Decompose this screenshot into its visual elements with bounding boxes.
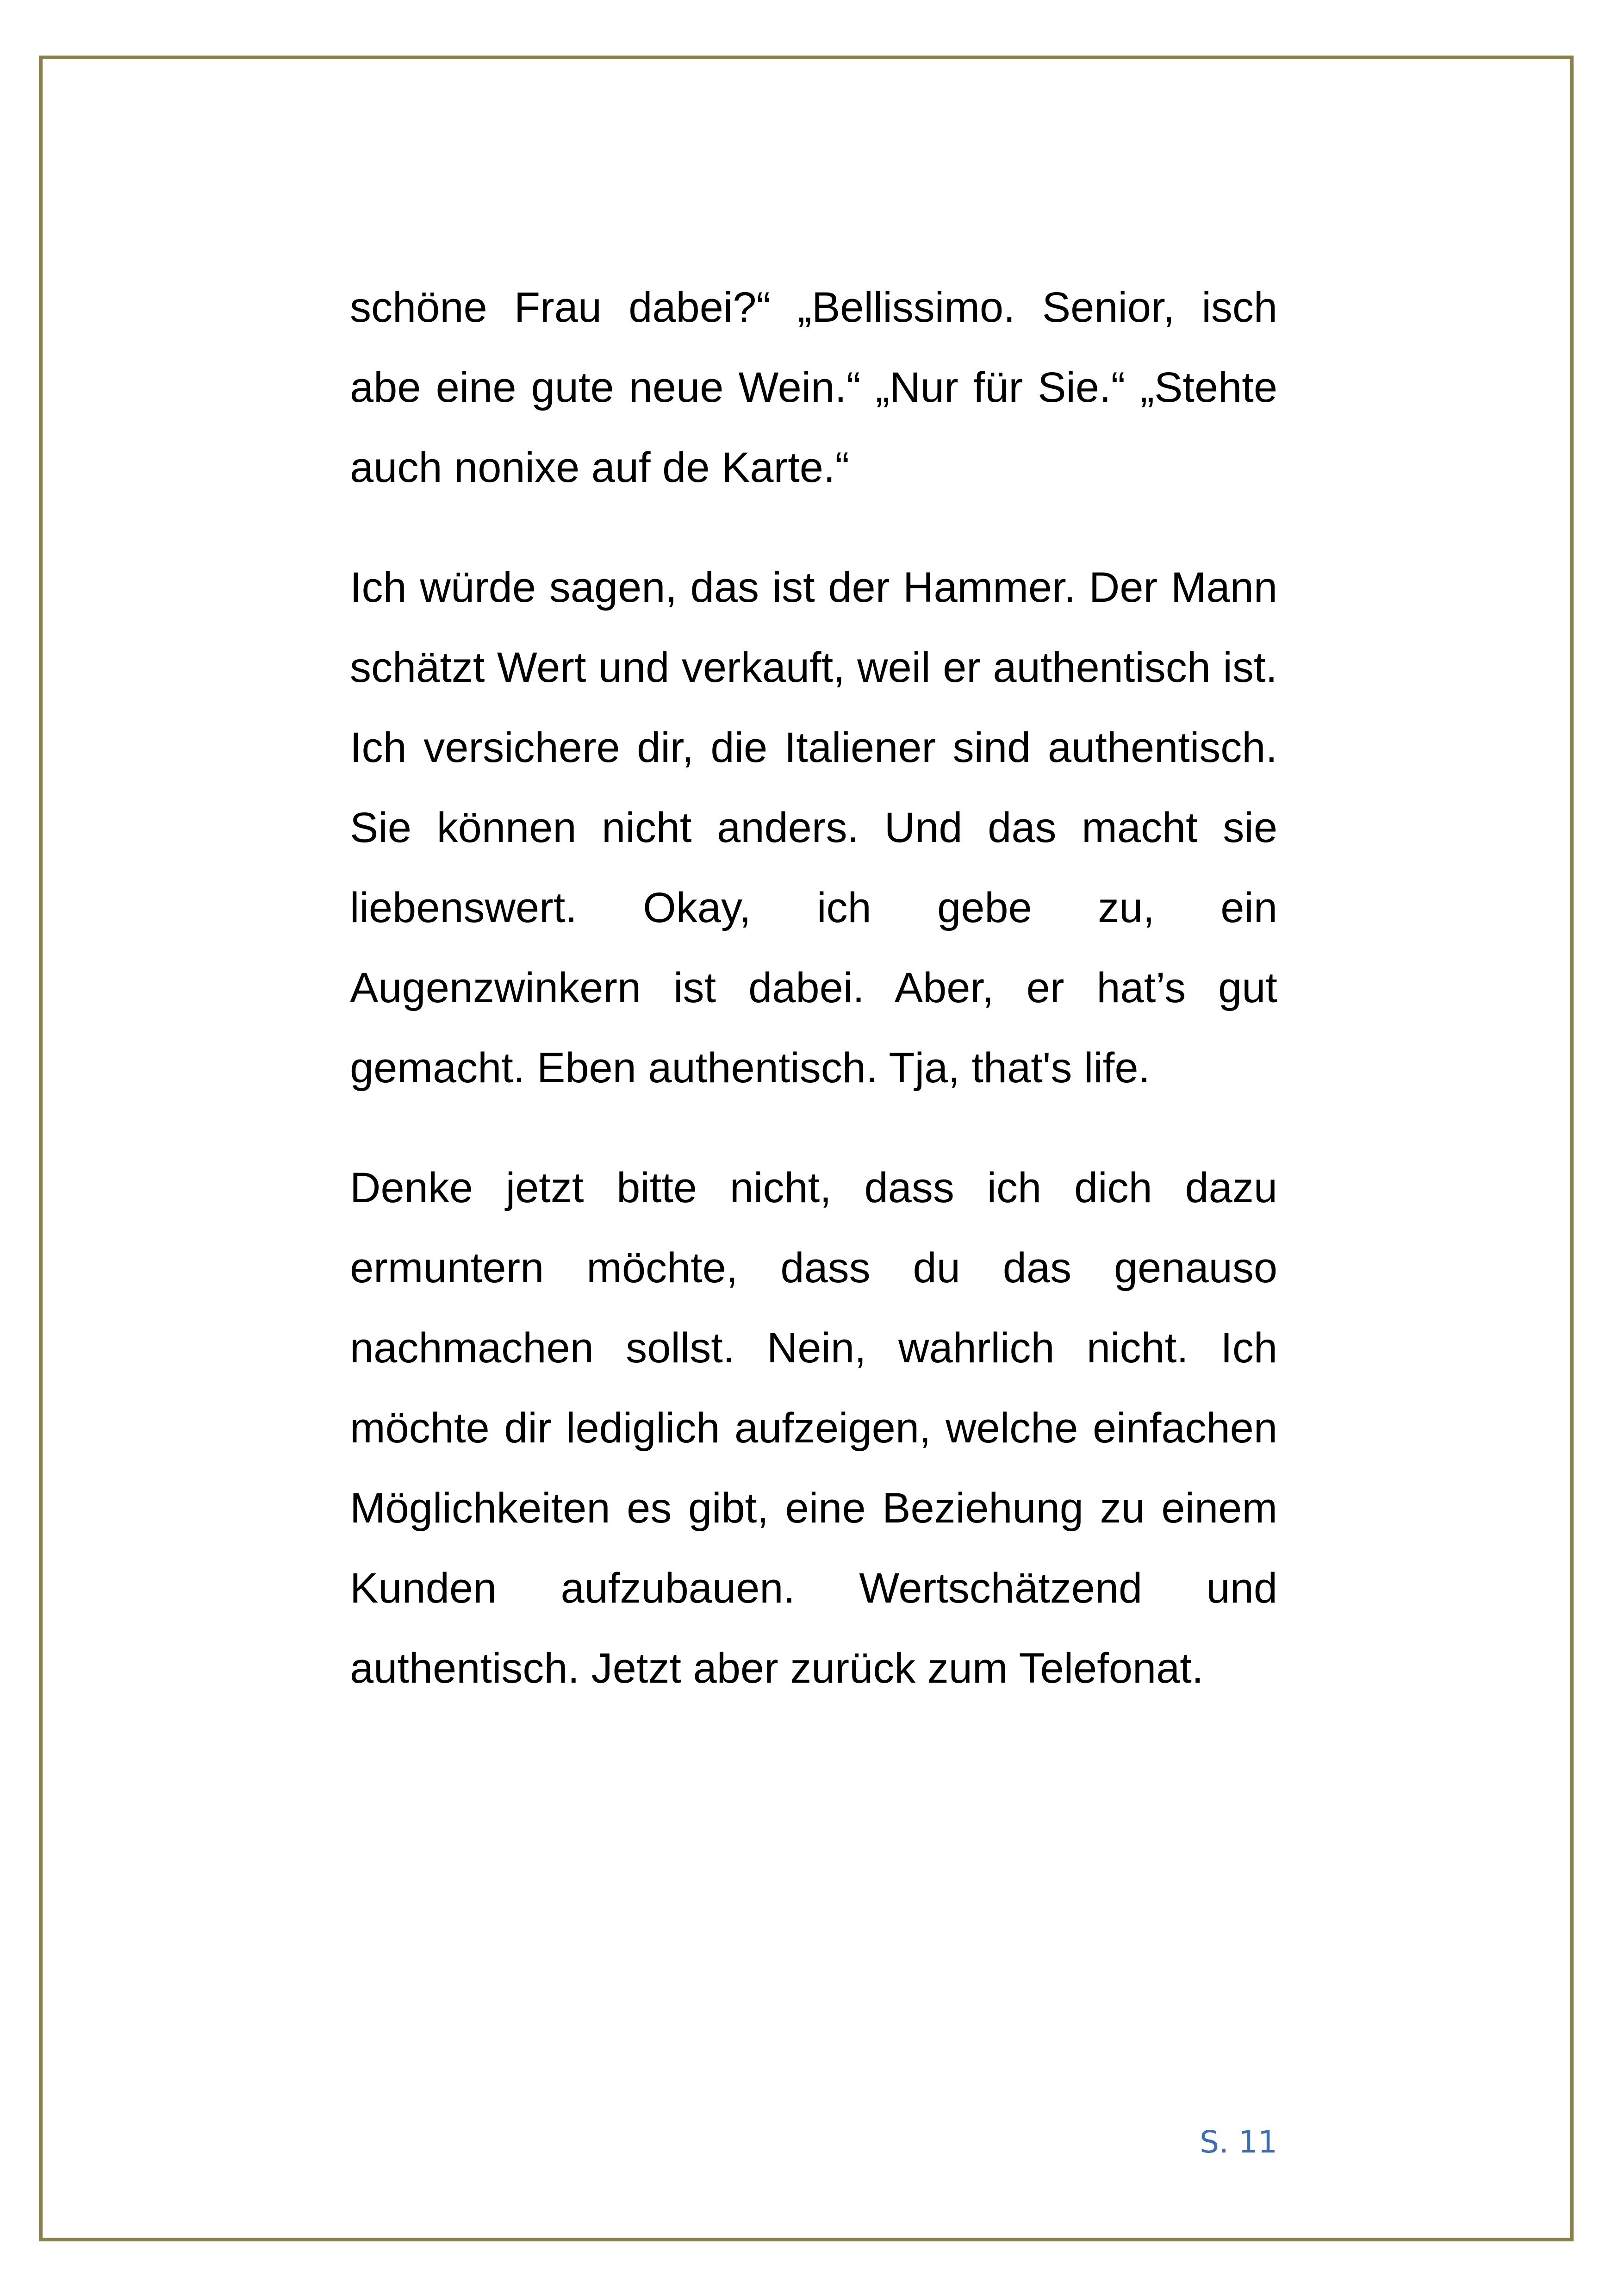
paragraph-1: schöne Frau dabei?“ „Bellissimo. Senior, isch abe eine gute neue Wein.“ „Nur für Sie.“ „Stehte auch nonixe auf de Karte.“ bbox=[350, 284, 1277, 491]
paragraph-2: Ich würde sagen, das ist der Hammer. Der Mann schätzt Wert und verkauft, weil er authentisch ist. Ich versichere dir, die Italiener sind authentisch. Sie können nicht anders. Und das macht sie liebenswert. Okay, ich gebe zu, ein Augenzwinkern ist dabei. Aber, er hat’s gut gemacht. Eben authentisch. Tja, that's life. bbox=[350, 564, 1277, 1092]
paragraph-3: Denke jetzt bitte nicht, dass ich dich dazu ermuntern möchte, dass du das genauso nachmachen sollst. Nein, wahrlich nicht. Ich möchte dir lediglich aufzeigen, welche einfachen Möglichkeiten es gibt, eine Beziehung zu einem Kunden aufzubauen. Wertschätzend und authentisch. Jetzt aber zurück zum Telefonat. bbox=[350, 1164, 1277, 1692]
body-text bbox=[350, 268, 1277, 1709]
page-number: S. 11 bbox=[1200, 2124, 1277, 2160]
